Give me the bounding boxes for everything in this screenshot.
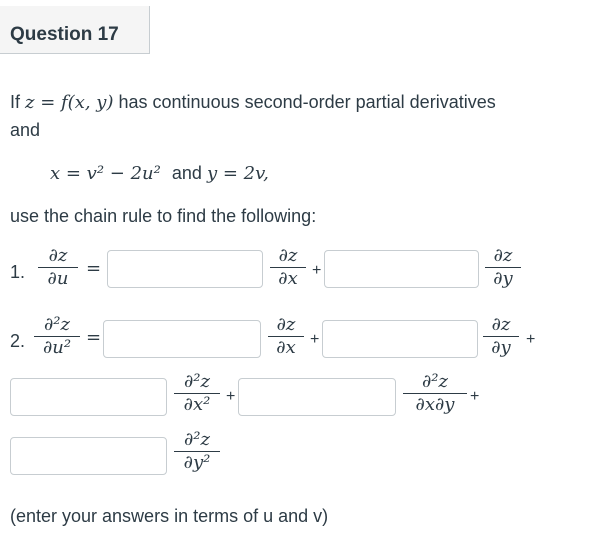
- item1-term2-fraction: [485, 246, 521, 289]
- item1-lhs-num: ∂z: [48, 245, 68, 266]
- substitution-y: y = 2v,: [206, 163, 269, 184]
- intro-line-1: [10, 92, 496, 113]
- item2-term2-num: ∂z: [491, 314, 511, 335]
- question-title: Question 17: [10, 24, 119, 45]
- item2-term5-fraction: [174, 430, 220, 473]
- item2-answer-3-input[interactable]: [10, 378, 167, 416]
- item2-term4-fraction: [403, 372, 467, 415]
- item2-term4-den: ∂x∂y: [415, 394, 455, 415]
- item2-answer-2-input[interactable]: [322, 320, 478, 358]
- item2-term1-fraction: [268, 315, 304, 358]
- item2-equals: =: [86, 327, 102, 348]
- item2-lhs-den: ∂u²: [42, 337, 72, 358]
- item1-term1-fraction: [270, 246, 306, 289]
- item2-term1-den: ∂x: [276, 337, 296, 358]
- question-header: [0, 6, 150, 54]
- item2-number: 2.: [10, 331, 26, 351]
- item1-term2-num: ∂z: [493, 245, 513, 266]
- item1-plus: +: [312, 262, 322, 279]
- item1-term2-den: ∂y: [493, 268, 513, 289]
- intro-prefix: If: [10, 92, 26, 112]
- item2-term1-num: ∂z: [276, 314, 296, 335]
- item1-answer-1-input[interactable]: [107, 250, 263, 288]
- substitution-x: x = v² − 2u²: [50, 163, 161, 184]
- item2-term5-den: ∂y²: [183, 452, 211, 473]
- intro-suffix: has continuous second-order partial derivatives: [113, 92, 496, 112]
- item1-term1-den: ∂x: [278, 268, 298, 289]
- item1-answer-2-input[interactable]: [324, 250, 479, 288]
- substitution-line: [50, 163, 269, 184]
- item2-plus-4: +: [470, 388, 480, 405]
- item2-plus-1: +: [310, 331, 320, 348]
- footer-note: (enter your answers in terms of u and v): [10, 506, 329, 526]
- item2-plus-2: +: [526, 331, 536, 348]
- item1-equals: =: [86, 258, 102, 279]
- item2-term3-fraction: [174, 372, 220, 415]
- item1-lhs-den: ∂u: [47, 268, 69, 289]
- item2-answer-5-input[interactable]: [10, 437, 167, 475]
- item2-answer-4-input[interactable]: [238, 378, 396, 416]
- item2-answer-1-input[interactable]: [103, 320, 261, 358]
- item1-number: 1.: [10, 262, 26, 282]
- item2-plus-3: +: [226, 388, 236, 405]
- item2-term3-den: ∂x²: [183, 394, 211, 415]
- item2-term2-den: ∂y: [491, 337, 511, 358]
- item2-term4-num: ∂²z: [421, 371, 448, 392]
- substitution-and: and: [171, 163, 202, 183]
- item1-term1-num: ∂z: [278, 245, 298, 266]
- item2-term5-num: ∂²z: [183, 429, 210, 450]
- item1-lhs-fraction: [38, 246, 78, 289]
- item2-lhs-fraction: [34, 315, 80, 358]
- item2-lhs-num: ∂²z: [43, 314, 70, 335]
- item2-term3-num: ∂²z: [183, 371, 210, 392]
- intro-line-2: and: [10, 120, 41, 140]
- instruction-text: use the chain rule to find the following:: [10, 206, 317, 226]
- intro-function: z = f(x, y): [25, 92, 114, 113]
- item2-term2-fraction: [483, 315, 519, 358]
